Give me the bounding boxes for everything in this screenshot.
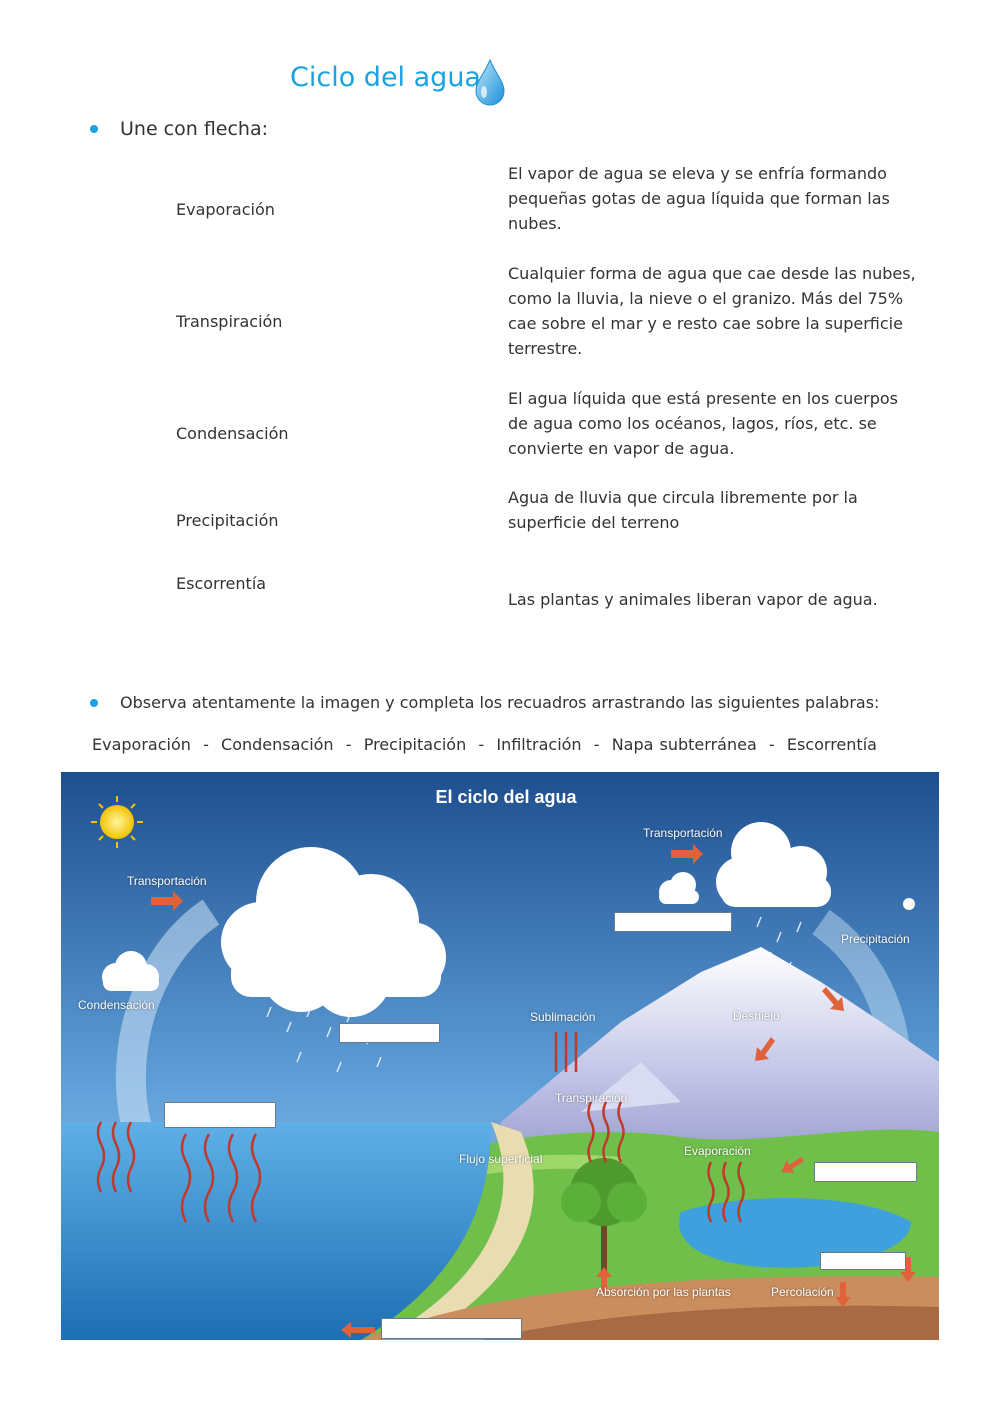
- diagram-title: El ciclo del agua: [435, 787, 577, 807]
- word-infiltracion[interactable]: Infiltración: [496, 735, 582, 754]
- word-separator: -: [768, 735, 775, 754]
- drop-box-napa[interactable]: [381, 1318, 522, 1339]
- definition-line: Agua de lluvia que circula libremente por la: [508, 488, 858, 507]
- definition-line: como la lluvia, la nieve o el granizo. Más del 75%: [508, 289, 904, 308]
- drop-box-rain[interactable]: [339, 1023, 440, 1043]
- label-condensacion: Condensación: [78, 998, 155, 1012]
- water-cycle-diagram: [61, 772, 939, 1340]
- term-condensacion[interactable]: Condensación: [176, 424, 289, 443]
- definition-4[interactable]: [508, 485, 938, 535]
- definition-line: Las plantas y animales liberan vapor de agua.: [508, 590, 878, 609]
- label-flujo-superficial: Flujo superficial: [459, 1152, 543, 1166]
- label-percolacion: Percolación: [771, 1285, 834, 1299]
- definition-line: convierte en vapor de agua.: [508, 439, 735, 458]
- definition-line: cae sobre el mar y e resto cae sobre la superficie: [508, 314, 903, 333]
- drop-box-escorrentia[interactable]: [814, 1162, 917, 1182]
- definition-2[interactable]: [508, 261, 938, 361]
- definition-line: Cualquier forma de agua que cae desde las nubes,: [508, 264, 916, 283]
- drop-box-precipitacion[interactable]: [614, 912, 732, 932]
- label-transpiracion: Transpiración: [555, 1091, 628, 1105]
- instruction-2-text: Observa atentamente la imagen y completa los recuadros arrastrando las siguientes palabras:: [120, 693, 880, 712]
- label-deshielo: Deshielo: [733, 1009, 780, 1023]
- word-separator: -: [593, 735, 600, 754]
- term-transpiracion[interactable]: Transpiración: [176, 312, 283, 331]
- word-separator: -: [478, 735, 485, 754]
- instruction-1: [90, 118, 268, 140]
- definition-line: pequeñas gotas de agua líquida que forman las: [508, 189, 890, 208]
- word-evaporacion[interactable]: Evaporación: [92, 735, 191, 754]
- term-escorrentia[interactable]: Escorrentía: [176, 574, 267, 593]
- label-transportacion-right: Transportación: [643, 826, 723, 840]
- label-evaporacion: Evaporación: [684, 1144, 751, 1158]
- term-evaporacion[interactable]: Evaporación: [176, 200, 275, 219]
- label-precipitacion: Precipitación: [841, 932, 910, 946]
- instruction-1-text: Une con flecha:: [120, 118, 269, 140]
- word-escorrentia[interactable]: Escorrentía: [786, 735, 877, 754]
- diagram-illustration: [61, 772, 939, 1340]
- definition-5[interactable]: [508, 587, 938, 612]
- drop-box-infiltracion[interactable]: [820, 1252, 906, 1270]
- definition-line: superficie del terreno: [508, 513, 680, 532]
- instruction-2: [90, 693, 879, 712]
- definition-line: nubes.: [508, 214, 562, 233]
- label-sublimacion: Sublimación: [530, 1010, 596, 1024]
- word-napa-subterranea[interactable]: Napa subterránea: [611, 735, 757, 754]
- term-precipitacion[interactable]: Precipitación: [176, 511, 279, 530]
- page-title: Ciclo del agua: [290, 62, 481, 93]
- word-bank: [92, 735, 877, 754]
- label-absorcion: Absorción por las plantas: [596, 1285, 731, 1299]
- word-precipitacion[interactable]: Precipitación: [363, 735, 467, 754]
- definition-1[interactable]: [508, 161, 938, 236]
- definition-line: de agua como los océanos, lagos, ríos, etc. se: [508, 414, 877, 433]
- water-drop-icon: [472, 58, 508, 108]
- bullet-icon: [90, 125, 98, 133]
- definition-line: El agua líquida que está presente en los cuerpos: [508, 389, 898, 408]
- label-transportacion-left: Transportación: [127, 874, 207, 888]
- definition-3[interactable]: [508, 386, 938, 461]
- drop-box-condensacion[interactable]: [164, 1102, 276, 1128]
- bullet-icon: [90, 699, 98, 707]
- definition-line: El vapor de agua se eleva y se enfría formando: [508, 164, 887, 183]
- word-condensacion[interactable]: Condensación: [221, 735, 334, 754]
- word-separator: -: [345, 735, 352, 754]
- word-separator: -: [203, 735, 209, 754]
- definition-line: terrestre.: [508, 339, 583, 358]
